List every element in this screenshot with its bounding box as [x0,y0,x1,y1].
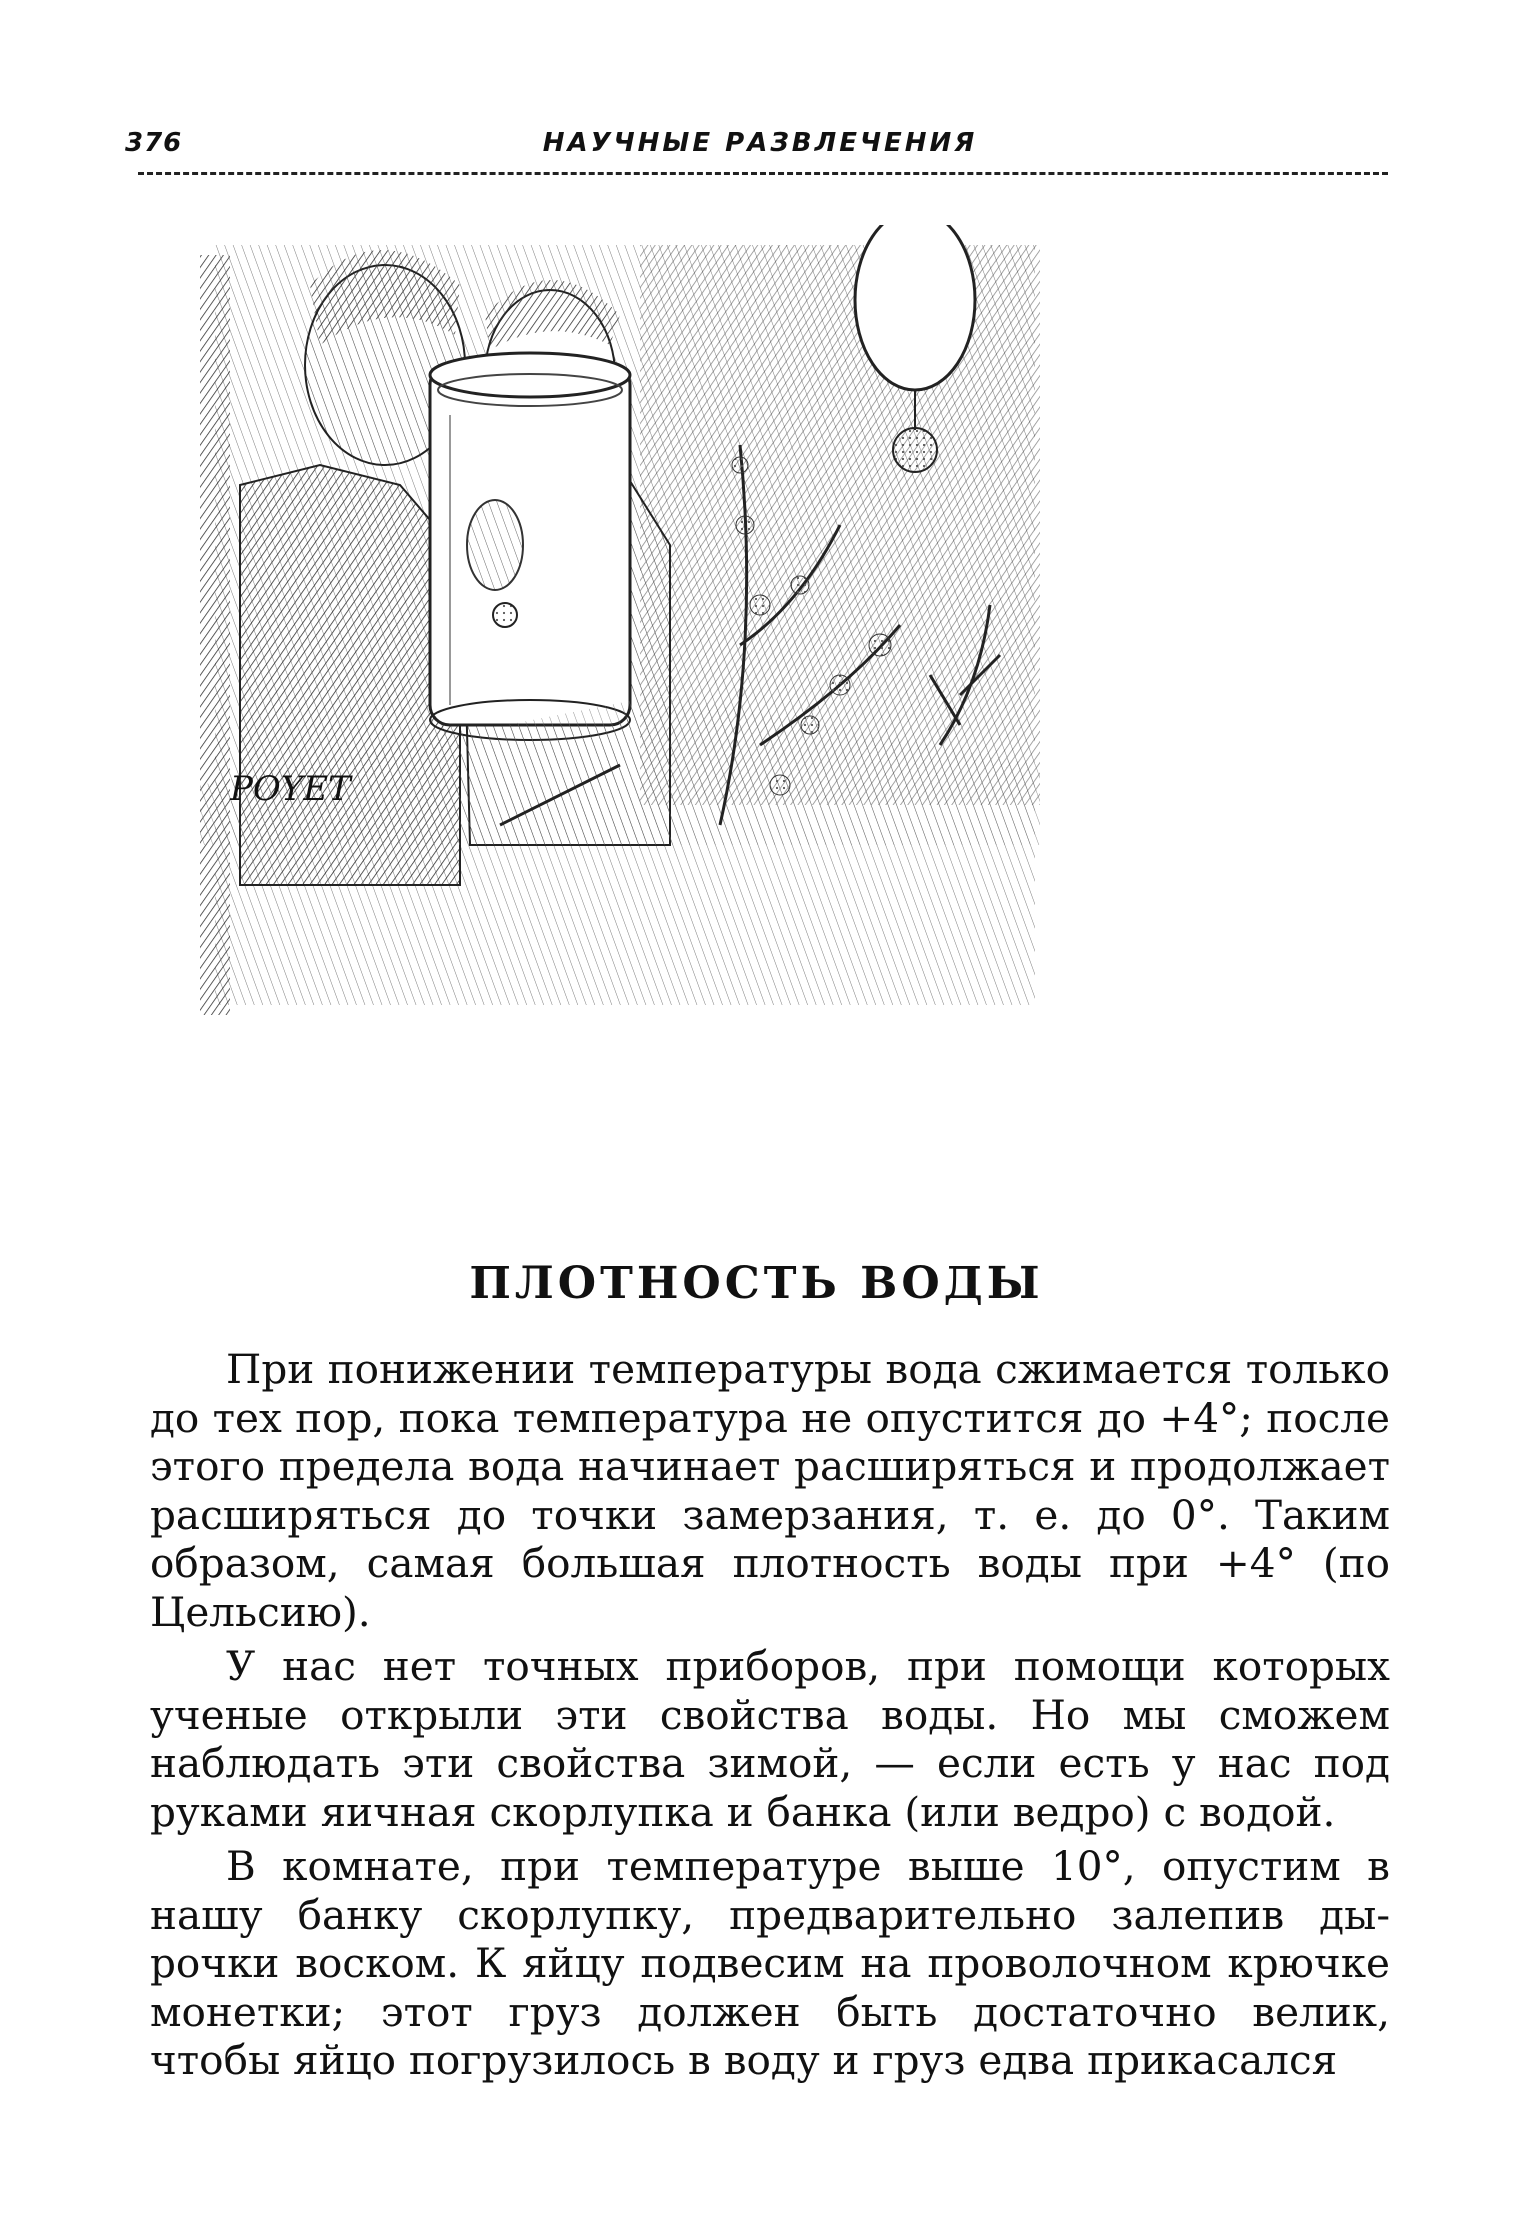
page-header [125,128,1395,168]
engraving-children-jar-egg-icon [200,225,1310,1165]
page-number: 376 [125,128,183,158]
paragraph: У нас нет точных приборов, при помощи которых ученые открыли эти свойства воды. Но мы сможем наблюдать эти свойства зимой, — если есть у нас под руками яичная скорлупка и банка (или ведро) с водой. [150,1642,1390,1836]
section-title: ПЛОТНОСТЬ ВОДЫ [469,1258,1044,1309]
glass-jar [430,353,630,740]
header-rule [138,172,1388,175]
artist-signature: POYET [230,769,351,809]
paragraph: В комнате, при температуре выше 10°, опустим в нашу банку скорлупку, предварительно залепив дырочки воском. К яйцу подвесим на проволочном крючке монетки; этот груз должен быть достаточно велик, чтобы яйцо погрузилось в воду и груз едва прикасался [150,1842,1390,2084]
paragraph: При понижении температуры вода сжимается только до тех пор, пока температура не опустится до +4°; после этого предела вода начинает расширяться и продолжает расширяться до точки замерзания, т. е. до 0°. Таким образом, самая большая плотность воды при +4° (по Цельсию). [150,1345,1390,1636]
running-head: НАУЧНЫЕ РАЗВЛЕЧЕНИЯ [542,128,978,158]
body-text [150,1345,1390,2091]
engraving-illustration [200,225,1310,1165]
